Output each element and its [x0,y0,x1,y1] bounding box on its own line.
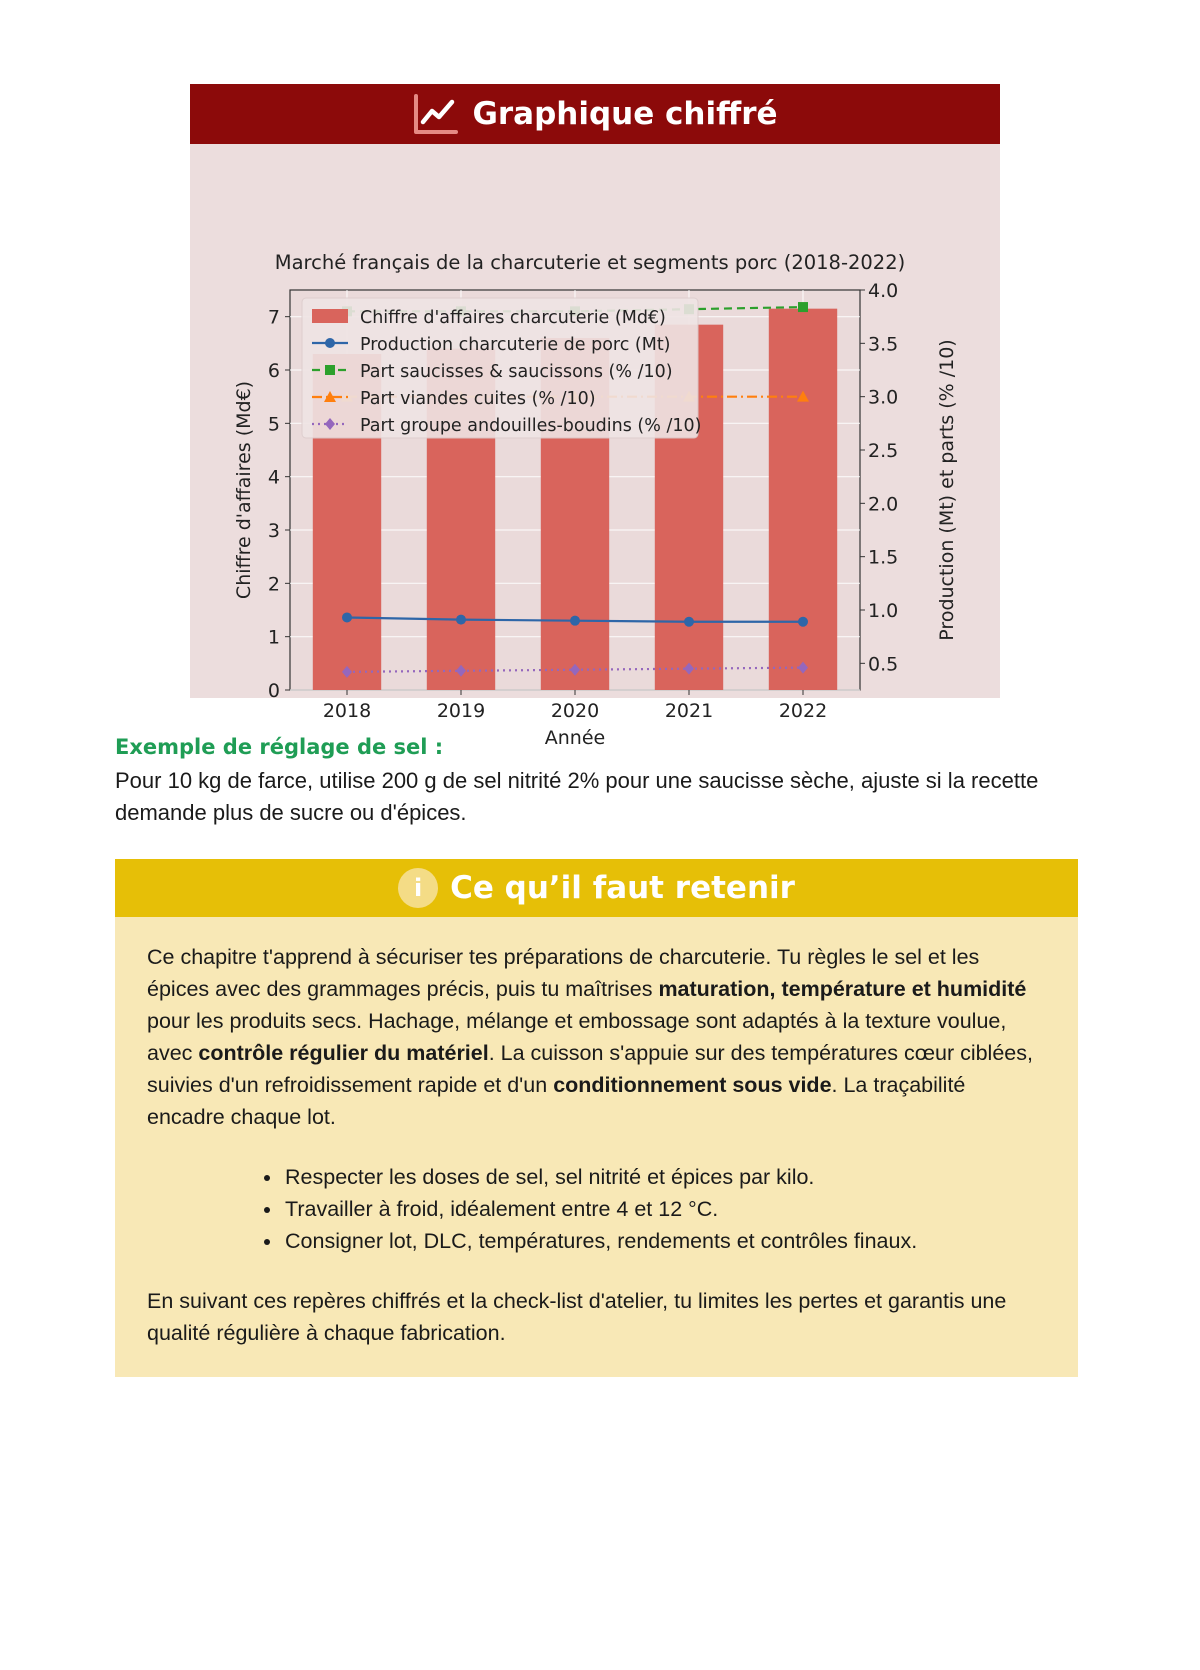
chart-card [190,84,1000,749]
line-point [570,616,580,626]
y-right-tick-label: 1.5 [868,546,899,569]
retain-intro-text-2: pour les produits secs. Hachage, mélange et embossage sont adaptés à la texture voulue, avec [147,1009,1007,1065]
y-right-tick-label: 1.0 [868,600,899,622]
legend-label: Part viandes cuites (% /10) [360,389,596,409]
example-text: Pour 10 kg de farce, utilise 200 g de sel nitrité 2% pour une saucisse sèche, ajuste si la recette demande plus de sucre ou d'épices. [115,768,1039,825]
retain-intro-text-3: . La cuisson s'appuie sur des températures cœur ciblées, suivies d'un refroidissement rapide et d'un [147,1041,1033,1097]
retain-intro-text-4: . La traçabilité encadre chaque lot. [147,1073,966,1129]
y-right-tick-label: 3.0 [868,386,899,409]
x-tick-label: 2021 [664,700,714,722]
y-axis-left-label: Chiffre d'affaires (Md€) [233,380,255,600]
retain-bullet: • Respecter les doses de sel, sel nitrité et épices par kilo. [283,1161,1046,1193]
retain-card [115,859,1078,1377]
retain-bullet: • Consigner lot, DLC, températures, rendements et contrôles finaux. [283,1225,1046,1257]
example-title: Exemple de réglage de sel : [115,735,444,759]
y-right-tick-label: 4.0 [868,280,899,302]
x-tick-label: 2022 [778,700,828,722]
y-left-tick-label: 4 [267,466,280,489]
line-point [325,365,335,375]
chart-legend [302,298,701,438]
y-axis-right-label: Production (Mt) et parts (% /10) [936,339,958,641]
y-left-tick-label: 7 [267,306,280,329]
line-point [798,617,808,627]
x-tick-label: 2018 [322,700,372,722]
chart-header-title: Graphique chiffré [472,96,778,132]
retain-body [115,917,1078,1349]
x-tick-label: 2019 [436,700,486,722]
chart-header [190,84,1000,144]
chart [190,144,1000,749]
chart-title: Marché français de la charcuterie et segments porc (2018-2022) [274,251,906,274]
retain-intro-bold-2: contrôle régulier du matériel [198,1041,489,1065]
legend-label: Chiffre d'affaires charcuterie (Md€) [360,308,666,328]
retain-header [115,859,1078,917]
x-axis-label: Année [544,727,606,749]
y-right-tick-label: 2.5 [868,440,899,462]
line-point [325,338,335,348]
y-right-tick-label: 3.5 [868,333,899,356]
retain-bullet-list [147,1161,1046,1257]
line-point [798,302,808,312]
y-left-tick-label: 5 [267,413,280,436]
y-right-tick-label: 0.5 [868,653,899,676]
info-icon: i [398,868,438,908]
line-chart-icon [412,92,460,136]
bar [769,309,837,690]
y-left-tick-label: 3 [267,520,280,542]
line-point [684,617,694,627]
retain-conclusion: En suivant ces repères chiffrés et la check-list d'atelier, tu limites les pertes et garantis une qualité régulière à chaque fabrication. [147,1289,1007,1345]
y-left-tick-label: 1 [267,626,280,649]
retain-intro-bold-1: maturation, température et humidité [658,977,1027,1001]
y-left-tick-label: 0 [267,680,280,702]
legend-label: Production charcuterie de porc (Mt) [360,335,671,355]
y-right-tick-label: 2.0 [868,493,899,516]
legend-label: Part groupe andouilles-boudins (% /10) [360,416,702,436]
retain-intro-text-1: Ce chapitre t'apprend à sécuriser tes préparations de charcuterie. Tu règles le sel et les épices avec des grammages précis, puis tu maîtrises [147,945,980,1001]
y-left-tick-label: 6 [267,360,280,382]
retain-title: Ce qu’il faut retenir [450,870,795,906]
legend-label: Part saucisses & saucissons (% /10) [360,362,673,382]
x-tick-label: 2020 [550,700,600,722]
line-point [342,612,352,622]
retain-intro [147,941,1046,1133]
legend-swatch [312,309,348,323]
line-point [456,615,466,625]
retain-bullet: • Travailler à froid, idéalement entre 4 et 12 °C. [283,1193,1046,1225]
y-left-tick-label: 2 [267,573,280,596]
retain-intro-bold-3: conditionnement sous vide [553,1073,832,1097]
